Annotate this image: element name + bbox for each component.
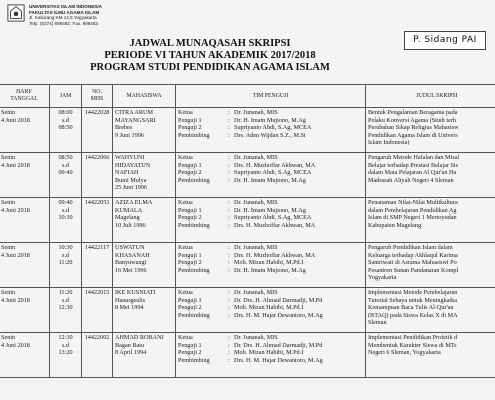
day-name: Senin xyxy=(1,154,16,161)
table-row xyxy=(0,333,495,378)
time-line: 09:40 xyxy=(58,199,73,206)
separator: : xyxy=(228,304,230,312)
student-info-line: KHASANAH xyxy=(115,251,150,259)
date: 4 Juni 2018 xyxy=(1,296,30,304)
examiner-role: Ketua xyxy=(178,154,193,161)
thesis-title-line: Tutorial Sebaya untuk Meningkatka xyxy=(368,296,457,304)
examiner-entry xyxy=(178,334,363,342)
separator: : xyxy=(228,251,230,259)
cell-thesis-title xyxy=(366,333,495,378)
examiner-role: Pembimbing xyxy=(178,311,210,319)
thesis-title-line: Madrasah Aliyah Negeri 4 Sleman xyxy=(368,176,454,184)
separator: : xyxy=(228,266,230,274)
examiner-entry xyxy=(178,207,363,215)
time-line: 08:00 xyxy=(58,109,73,116)
cell-day-date xyxy=(0,108,50,153)
day-name: Senin xyxy=(1,109,16,116)
separator: : xyxy=(228,169,230,177)
cell-time xyxy=(50,333,82,378)
time-line: 09:40 xyxy=(58,169,73,177)
table-row xyxy=(0,108,495,153)
examiner-entry xyxy=(178,304,363,312)
separator: : xyxy=(228,131,230,139)
time-line: 08:50 xyxy=(58,124,73,132)
schedule-table xyxy=(0,84,495,378)
cell-student xyxy=(113,153,176,198)
student-info-line: AZIZA ELMA xyxy=(115,199,153,206)
day-name: Senin xyxy=(1,199,16,206)
examiner-name: Dr. Junanah, MIS xyxy=(234,199,278,206)
date: 4 Juni 2018 xyxy=(1,341,30,349)
day-name: Senin xyxy=(1,244,16,251)
examiner-name: Dr. H. Imam Mujiono, M.Ag xyxy=(234,206,306,214)
separator: : xyxy=(228,154,230,161)
examiner-entry xyxy=(178,177,363,185)
student-info-line: 10 Juli 1996 xyxy=(115,221,146,229)
column-header-student-number: NO. MHS xyxy=(82,85,113,108)
cell-student-number: 14422002 xyxy=(82,333,113,378)
student-info-line: 16 Mei 1996 xyxy=(115,266,147,274)
student-info-line: Brebes xyxy=(115,124,133,132)
column-header-thesis-title: JUDUL SKRIPSI xyxy=(366,85,495,108)
institution-line: Jl. Kaliurang KM 14,5 Yogyakarta xyxy=(29,15,97,21)
time-line: s.d xyxy=(61,251,70,259)
examiner-name: Dr. Junanah, MIS xyxy=(234,154,278,161)
thesis-title-line: Perubahan Sikap Religius Mahasisw xyxy=(368,124,459,132)
examiner-role: Pembimbing xyxy=(178,176,210,184)
time-line: s.d xyxy=(61,296,70,304)
time-line: 13:20 xyxy=(58,349,73,357)
time-line: s.d xyxy=(61,161,70,169)
cell-examiners xyxy=(176,153,366,198)
student-info-line: Hauurgeulis xyxy=(115,296,146,304)
student-info-line: Bagan Batu xyxy=(115,341,145,349)
separator: : xyxy=(228,116,230,124)
date: 4 Juni 2018 xyxy=(1,116,30,124)
examiner-entry xyxy=(178,169,363,177)
examiner-entry xyxy=(178,222,363,230)
examiner-role: Pembimbing xyxy=(178,221,210,229)
student-info-line: 25 Juni 1996 xyxy=(115,184,147,192)
examiner-role: Pembimbing xyxy=(178,356,210,364)
table-header-row xyxy=(0,85,495,108)
cell-student-number: 14422053 xyxy=(82,198,113,243)
examiner-name: Dr. Junanah, MIS xyxy=(234,109,278,116)
cell-thesis-title xyxy=(366,108,495,153)
student-info-line: AHMAD ROBANI xyxy=(115,334,164,341)
cell-day-date xyxy=(0,333,50,378)
cell-day-date xyxy=(0,153,50,198)
examiner-name: Dr. H. Imam Mujiono, M.Ag xyxy=(234,266,306,274)
separator: : xyxy=(228,214,230,222)
column-header-day: HARI/ TANGGAL xyxy=(0,85,50,108)
thesis-title-line: Santriwati di Asrama Mahasiswi Po xyxy=(368,259,457,267)
cell-student-number: 14422066 xyxy=(82,153,113,198)
examiner-role: Ketua xyxy=(178,199,193,206)
student-info-line: 8 Mei 1994 xyxy=(115,304,144,312)
cell-examiners xyxy=(176,243,366,288)
cell-student xyxy=(113,288,176,333)
institution-line: FAKULTAS ILMU AGAMA ISLAM xyxy=(29,9,100,15)
examiner-entry xyxy=(178,252,363,260)
examiner-role: Ketua xyxy=(178,334,193,341)
thesis-title-line: Bentuk Pengalaman Beragama pada xyxy=(368,109,458,116)
examiner-name: Dr. Drs. H. Ahmad Darmadji, M.Pd xyxy=(234,296,323,304)
examiner-role: Penguji 2 xyxy=(178,124,202,132)
examiner-name: Drs. H. Muzhoffar Akhwan, MA xyxy=(234,161,316,169)
examiner-entry xyxy=(178,132,363,140)
separator: : xyxy=(228,176,230,184)
examiner-role: Ketua xyxy=(178,109,193,116)
cell-day-date xyxy=(0,198,50,243)
cell-student xyxy=(113,198,176,243)
thesis-title-line: Pendidikan Agama Islam di Univers xyxy=(368,131,458,139)
time-line: 08:50 xyxy=(58,154,73,161)
cell-thesis-title xyxy=(366,198,495,243)
institution-line: UNIVERSITAS ISLAM INDONESIA xyxy=(29,4,102,9)
thesis-title-line: dalam Pembelajaran Pendidikan Ag xyxy=(368,206,457,214)
examiner-role: Penguji 2 xyxy=(178,349,202,357)
cell-thesis-title xyxy=(366,243,495,288)
examiner-name: Dr. Junanah, MIS xyxy=(234,244,278,251)
examiner-name: Dr. Junanah, MIS xyxy=(234,289,278,296)
examiner-name: Drs. H. Muzhoffar Akhwan, MA xyxy=(234,221,316,229)
time-line: 10:30 xyxy=(58,214,73,222)
cell-time xyxy=(50,153,82,198)
examiner-role: Ketua xyxy=(178,244,193,251)
student-info-line: USWATUN xyxy=(115,244,145,251)
cell-student xyxy=(113,108,176,153)
examiner-entry xyxy=(178,109,363,117)
examiner-name: Dr. H. Imam Mujiono, M.Ag xyxy=(234,176,306,184)
examiner-role: Penguji 1 xyxy=(178,341,202,349)
separator: : xyxy=(228,199,230,206)
thesis-title-line: Islam Indonesia) xyxy=(368,139,410,147)
student-info-line: 8 April 1994 xyxy=(115,349,147,357)
student-info-line: Banyuwangi xyxy=(115,259,147,267)
column-header-student: MAHASISWA xyxy=(113,85,176,108)
examiner-entry xyxy=(178,342,363,350)
cell-student xyxy=(113,333,176,378)
examiner-entry xyxy=(178,244,363,252)
examiner-role: Penguji 1 xyxy=(178,116,202,124)
time-line: 12:30 xyxy=(58,334,73,341)
examiner-role: Penguji 2 xyxy=(178,304,202,312)
thesis-title-line: Negeri 6 Sleman, Yogyakarta xyxy=(368,349,441,357)
examiner-entry xyxy=(178,349,363,357)
separator: : xyxy=(228,124,230,132)
examiner-entry xyxy=(178,267,363,275)
separator: : xyxy=(228,334,230,341)
examiner-name: Drs. H. M. Hajar Dewantoro, M.Ag xyxy=(234,311,323,319)
examiner-entry xyxy=(178,297,363,305)
time-line: 11:20 xyxy=(58,289,73,296)
separator: : xyxy=(228,221,230,229)
examiner-role: Penguji 1 xyxy=(178,251,202,259)
document-subtitle: PROGRAM STUDI PENDIDIKAN AGAMA ISLAM xyxy=(90,62,330,73)
date: 4 Juni 2018 xyxy=(1,206,30,214)
separator: : xyxy=(228,349,230,357)
university-logo xyxy=(7,4,25,22)
cell-examiners xyxy=(176,108,366,153)
examiner-role: Penguji 1 xyxy=(178,161,202,169)
student-info-line: Bumi Mulya xyxy=(115,176,147,184)
time-line: 11:20 xyxy=(58,259,73,267)
examiner-name: Moh. Mizan Habibi, M.Pd.I xyxy=(234,259,304,267)
thesis-title-line: Pengaruh Metode Hafalan dan Misal xyxy=(368,154,460,161)
thesis-title-line: Sleman xyxy=(368,319,387,327)
examiner-role: Penguji 2 xyxy=(178,214,202,222)
examiner-entry xyxy=(178,154,363,162)
document-subtitle: PERIODE VI TAHUN AKADEMIK 2017/2018 xyxy=(104,50,316,61)
time-line: 12:30 xyxy=(58,304,73,312)
separator: : xyxy=(228,296,230,304)
thesis-title-line: Pesantren Sunan Pandanaran Kompl xyxy=(368,266,459,274)
examiner-entry xyxy=(178,312,363,320)
examiner-entry xyxy=(178,214,363,222)
cell-time xyxy=(50,288,82,333)
thesis-title-line: Pelaku Konversi Agama (Studi terh xyxy=(368,116,456,124)
document-title: JADWAL MUNAQASAH SKRIPSI xyxy=(129,38,291,49)
examiner-name: Dr. Drs. H. Ahmad Darmadji, M.Pd xyxy=(234,341,323,349)
examiner-name: Drs. H. M. Hajar Dewantoro, M.Ag xyxy=(234,356,323,364)
separator: : xyxy=(228,161,230,169)
examiner-name: Dr. H. Imam Mujiono, M.Ag xyxy=(234,116,306,124)
examiner-role: Ketua xyxy=(178,289,193,296)
thesis-title-line: Yogyakarta xyxy=(368,274,397,282)
cell-examiners xyxy=(176,333,366,378)
cell-time xyxy=(50,108,82,153)
examiner-name: Moh. Mizan Habibi, M.Pd.I xyxy=(234,349,304,357)
cell-time xyxy=(50,243,82,288)
separator: : xyxy=(228,311,230,319)
examiner-role: Penguji 2 xyxy=(178,169,202,177)
thesis-title-line: Islam di SMP Negeri 1 Mertoyudan xyxy=(368,214,457,222)
examiner-entry xyxy=(178,357,363,365)
student-info-line: IKE KUSNIATI xyxy=(115,289,156,296)
examiner-role: Penguji 1 xyxy=(178,296,202,304)
handwritten-label: P. Sidang PAI xyxy=(404,31,486,50)
separator: : xyxy=(228,289,230,296)
thesis-title-line: Pengaruh Pendidikan Islam dalam xyxy=(368,244,453,251)
institution-header xyxy=(29,4,102,26)
cell-examiners xyxy=(176,288,366,333)
day-name: Senin xyxy=(1,289,16,296)
time-line: 10:30 xyxy=(58,244,73,251)
column-header-time: JAM xyxy=(50,85,82,108)
thesis-title-line: Kemampuan Baca Tulis Al-Qur'an xyxy=(368,304,454,312)
examiner-entry xyxy=(178,117,363,125)
separator: : xyxy=(228,341,230,349)
table-row xyxy=(0,153,495,198)
separator: : xyxy=(228,244,230,251)
examiner-role: Penguji 1 xyxy=(178,206,202,214)
separator: : xyxy=(228,206,230,214)
time-line: s.d xyxy=(61,341,70,349)
cell-student-number: 14422015 xyxy=(82,288,113,333)
student-info-line: HIDAYATUN xyxy=(115,161,151,169)
thesis-title-line: Penanaman Nilai-Nilai Multikultura xyxy=(368,199,458,206)
thesis-title-line: Keluarga terhadap Akhlaqul Karima xyxy=(368,251,458,259)
examiner-name: Drs. Aden Wijdan S.Z., M.Si xyxy=(234,131,306,139)
separator: : xyxy=(228,109,230,116)
examiner-name: Supriyanto Abdi, S.Ag, MCEA xyxy=(234,124,312,132)
examiner-entry xyxy=(178,259,363,267)
date: 4 Juni 2018 xyxy=(1,251,30,259)
thesis-title-line: Implementasi Pendidikan Profetik d xyxy=(368,334,458,341)
examiner-role: Pembimbing xyxy=(178,131,210,139)
separator: : xyxy=(228,259,230,267)
student-info-line: 9 Juni 1996 xyxy=(115,131,144,139)
examiner-entry xyxy=(178,289,363,297)
date: 4 Juni 2018 xyxy=(1,161,30,169)
cell-day-date xyxy=(0,288,50,333)
examiner-name: Dr. Junanah, MIS xyxy=(234,334,278,341)
cell-thesis-title xyxy=(366,288,495,333)
examiner-name: Moh. Mizan Habibi, M.Pd.I xyxy=(234,304,304,312)
cell-examiners xyxy=(176,198,366,243)
cell-student-number: 14422117 xyxy=(82,243,113,288)
time-line: s.d xyxy=(61,206,70,214)
cell-student-number: 14422028 xyxy=(82,108,113,153)
examiner-entry xyxy=(178,124,363,132)
column-header-examiners: TIM PENGUJI xyxy=(176,85,366,108)
examiner-role: Pembimbing xyxy=(178,266,210,274)
examiner-entry xyxy=(178,199,363,207)
institution-line: Telp. (0274) 898462; Fax. 898463 xyxy=(29,20,98,26)
student-info-line: KUMALA xyxy=(115,206,143,214)
examiner-entry xyxy=(178,162,363,170)
examiner-role: Penguji 2 xyxy=(178,259,202,267)
thesis-title-line: (BTAQ) pada Siswa Kelas X di MA xyxy=(368,311,458,319)
examiner-name: Supriyanto Abdi, S.Ag, MCEA xyxy=(234,169,312,177)
thesis-title-line: Membentuk Karakter Siswa di MTs xyxy=(368,341,457,349)
examiner-name: Drs. H. Muzhoffar Akhwan, MA xyxy=(234,251,316,259)
thesis-title-line: Implementasi Metode Pembelajaran xyxy=(368,289,458,296)
table-row xyxy=(0,288,495,333)
table-row xyxy=(0,243,495,288)
cell-day-date xyxy=(0,243,50,288)
student-info-line: WAHYUNI xyxy=(115,154,145,161)
student-info-line: NAFIAH xyxy=(115,169,139,177)
thesis-title-line: dalam Mata Pelajaran Al Qur'an Ha xyxy=(368,169,457,177)
student-info-line: MAYANGSARI xyxy=(115,116,156,124)
cell-thesis-title xyxy=(366,153,495,198)
day-name: Senin xyxy=(1,334,16,341)
cell-student xyxy=(113,243,176,288)
thesis-title-line: Kabupaten Magelang xyxy=(368,221,422,229)
separator: : xyxy=(228,356,230,364)
student-info-line: Magelang xyxy=(115,214,140,222)
student-info-line: CITRA ARUM xyxy=(115,109,153,116)
time-line: s.d xyxy=(61,116,70,124)
thesis-title-line: Belajar terhadap Prestasi Belajar Sis xyxy=(368,161,459,169)
examiner-name: Supriyanto Abdi, S.Ag, MCEA xyxy=(234,214,312,222)
cell-time xyxy=(50,198,82,243)
table-row xyxy=(0,198,495,243)
